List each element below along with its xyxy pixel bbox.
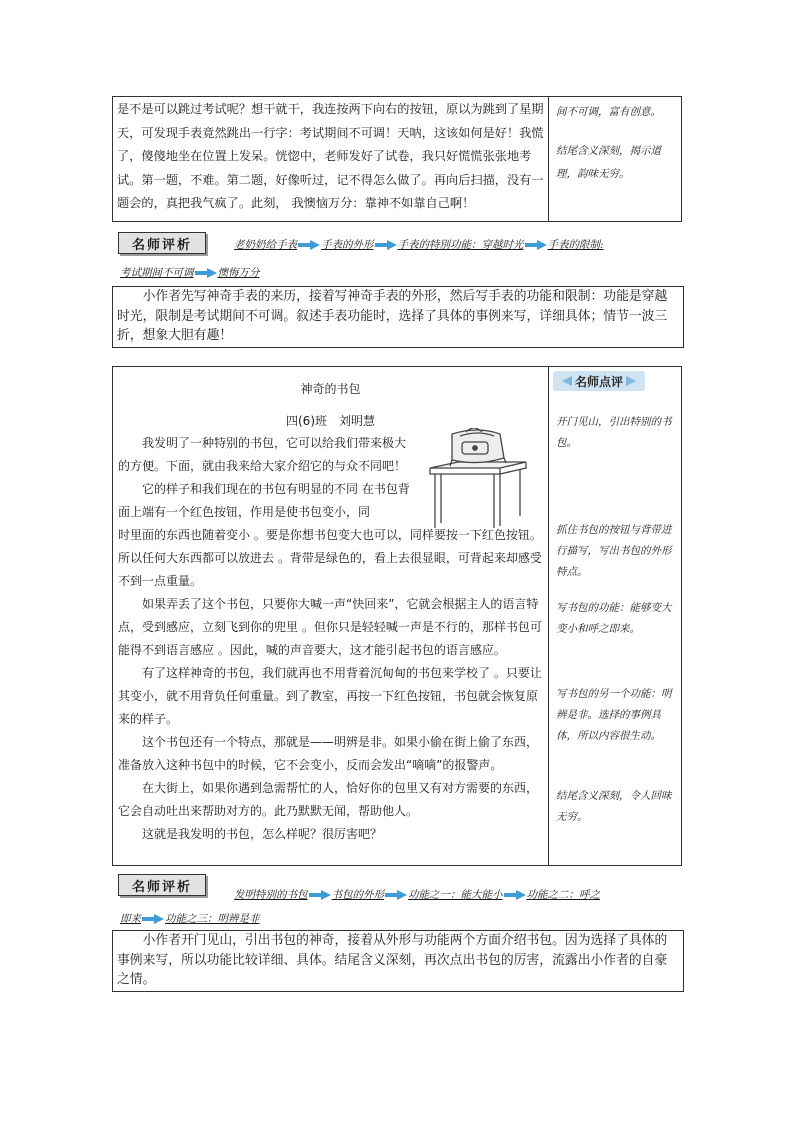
- table-divider: [548, 96, 549, 222]
- flow-step: 功能之二：呼之: [526, 889, 600, 901]
- review-flow-line-2: [120, 262, 260, 284]
- essay-paragraph: 在大街上，如果你遇到急需帮忙的人，恰好你的包里又有对方需要的东西，它会自动吐出来帮助对方的。此乃默默无闻，帮助他人。: [118, 781, 539, 818]
- flow-step: 懊悔万分: [217, 267, 260, 279]
- essay-continuation-text: 是不是可以跳过考试呢？想干就干，我连按两下向右的按钮，原以为跳到了星期天，可发现手表竟然跳出一行字：考试期间不可调！天呐，这该如何是好！我慌了，傻傻地坐在位置上发呆。恍惚中，老师发好了试卷，我只好慌慌张张地考试。第一题，不难。第二题，好像听过，记不得怎么做了。再向后扫描，没有一题会的，真把我气疯了。此刻， 我懊恼万分：靠神不如靠自己啊！: [117, 102, 544, 210]
- essay-paragraph: 我发明了一种特别的书包，它可以给我们带来极大的方便。下面，就由我来给大家介绍它的与众不同吧！: [118, 436, 407, 473]
- flow-arrow-icon: [309, 890, 331, 900]
- flow-arrow-icon: [142, 914, 164, 924]
- flow-step: 老奶奶给手表: [234, 239, 297, 251]
- flow-arrow-icon: [385, 890, 407, 900]
- comment-appearance: 抓住书包的按钮与背带进行描写，写出书包的外形特点。: [556, 524, 672, 578]
- flow-arrow-icon: [504, 890, 526, 900]
- review-1-text: 小作者先写神奇手表的来历，接着写神奇手表的外形，然后写手表的功能和限制：功能是穿越时光，限制是考试期间不可调。叙述手表功能时，选择了具体的事例来写，详细具体；情节一波三折，想象大胆有趣！: [117, 289, 668, 343]
- essay-author: 四(6)班 刘明慧: [286, 414, 375, 428]
- comment-ending: 结尾含义深刻，揭示道理，韵味无穷。: [556, 145, 661, 180]
- essay-title: 神奇的书包: [300, 382, 361, 396]
- flow-step: 功能之三：明辨是非: [165, 913, 260, 925]
- essay-paragraph-cont: 时里面的东西也随着变小 。要是你想书包变大也可以，同样要按一下红色按钮。所以任何大东西都可以放进去 。背带是绿色的，看上去很显眼，可背起来却感受不到一点重量。: [118, 528, 542, 588]
- essay-body: [118, 432, 544, 846]
- teacher-review-badge: 名师评析: [118, 232, 206, 254]
- essay-paragraph: 有了这样神奇的书包，我们就再也不用背着沉甸甸的书包来学校了 。只要让其变小，就不用背负任何重量。到了教室，再按一下红色按钮，书包就会恢复原来的样子。: [118, 666, 542, 726]
- flow-step: 手表的外形: [321, 239, 374, 251]
- essay-paragraph: 这就是我发明的书包，怎么样呢？很厉害吧？: [142, 827, 383, 841]
- comment-continuation: 间不可调，富有创意。: [556, 106, 661, 118]
- flow-step: 手表的限制:: [547, 239, 604, 251]
- flow-arrow-icon: [298, 240, 320, 250]
- comment-function-2: 写书包的另一个功能：明辨是非。选择的事例具体，所以内容很生动。: [556, 688, 672, 742]
- review-2-text: 小作者开门见山，引出书包的神奇，接着从外形与功能两个方面介绍书包。因为选择了具体的事例来写，所以功能比较详细、具体。结尾含义深刻，再次点出书包的厉害，流露出小作者的自豪之情。: [117, 933, 668, 987]
- essay-paragraph: 这个书包还有一个特点，那就是——明辨是非。如果小偷在街上偷了东西，准备放入这种书包中的时候，它不会变小，反而会发出“嘀嘀”的报警声。: [118, 735, 539, 772]
- teacher-review-badge: 名师评析: [118, 874, 206, 896]
- review-flow-line: [234, 234, 604, 256]
- comment-function-1: 写书包的功能：能够变大变小和呼之即来。: [556, 602, 672, 635]
- flow-step: 手表的特別功能：穿越时光: [397, 239, 524, 251]
- flow-step: 即来: [120, 913, 141, 925]
- comment-opening: 开门见山，引出特别的书包。: [556, 416, 672, 449]
- flow-step: 考试期间不可调: [120, 267, 194, 279]
- review-flow-line: [234, 884, 600, 906]
- flow-step: 发明特别的书包: [234, 889, 308, 901]
- flow-step: 功能之一：能大能小: [408, 889, 503, 901]
- review-flow-line-2: [120, 908, 260, 930]
- essay-paragraph: 它的样子和我们现在的书包有明显的不同 在书包背面上端有一个红色按钮，作用是使书包变小，同: [118, 482, 410, 519]
- table-divider: [548, 366, 549, 866]
- flow-arrow-icon: [525, 240, 547, 250]
- flow-step: 书包的外形: [331, 889, 384, 901]
- flow-arrow-icon: [195, 268, 217, 278]
- comment-header-badge: 名师点评: [553, 371, 645, 391]
- essay-paragraph: 如果弄丢了这个书包，只要你大喊一声“快回来”，它就会根据主人的语言特点，受到感应，立刻飞到你的兜里 。但你只是轻轻喊一声是不行的，那样书包可能得不到语言感应 。因此，喊的声音要大，这才能引起书包的语言感应。: [118, 597, 542, 657]
- comment-ending: 结尾含义深刻，令人回味无穷。: [556, 790, 672, 823]
- flow-arrow-icon: [375, 240, 397, 250]
